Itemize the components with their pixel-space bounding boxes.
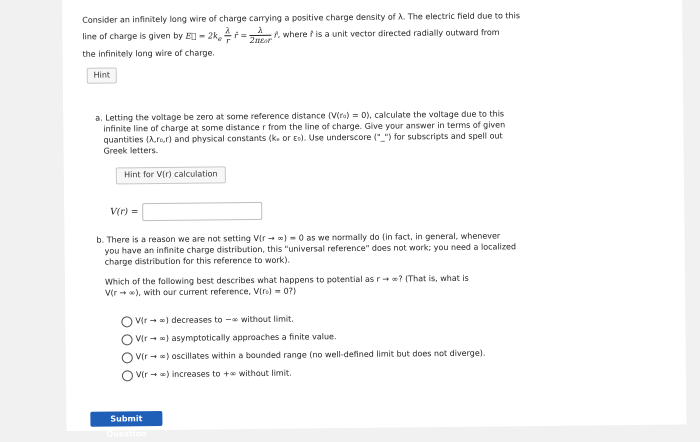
option-1-label[interactable]: V(r → ∞) decreases to −∞ without limit.: [135, 314, 294, 326]
part-b-line-3: charge distribution for this reference to work).: [104, 255, 291, 267]
part-b-line-2: you have an infinite charge distribution, this "universal reference" does not work; you need a localized: [104, 242, 517, 256]
formula-fraction-1: [224, 26, 231, 45]
part-a-line-2: infinite line of charge at some distance r from the line of charge. Give your answer in terms of given: [103, 120, 506, 134]
formula-lhs-sub: e: [217, 34, 222, 43]
option-2-radio[interactable]: [122, 334, 133, 345]
option-1-radio[interactable]: [121, 316, 132, 327]
intro-line-2: [82, 23, 499, 46]
part-b-question-line-1: Which of the following best describes what happens to potential as r → ∞? (That is, what is: [104, 273, 469, 287]
fraction-2-denominator: 2πε₀r: [249, 35, 272, 46]
option-3-label[interactable]: V(r → ∞) oscillates within a bounded range (no well-defined limit but does not diverge).: [135, 348, 486, 362]
answer-label: V(r) =: [110, 207, 139, 218]
intro-line-2-suffix: , where r̂ is a unit vector directed radially outward from: [277, 27, 500, 40]
hint-vr-calculation-button[interactable]: Hint for V(r) calculation: [116, 166, 226, 184]
part-a-line-3: quantities (λ,r₀,r) and physical constants (kₑ or ε₀). Use underscore ("_") for subscripts and spell out: [103, 131, 503, 145]
formula-middle: r̂ =: [234, 30, 248, 40]
intro-line-2-prefix: line of charge is given by: [82, 31, 184, 42]
fraction-2-numerator: λ: [250, 26, 272, 36]
part-b-question-line-2: V(r → ∞), with our current reference, V(r₀) = 0?): [105, 286, 297, 298]
fraction-1-numerator: λ: [225, 26, 231, 36]
option-2-label[interactable]: V(r → ∞) asymptotically approaches a finite value.: [135, 332, 337, 344]
formula-fraction-2: [250, 26, 272, 45]
option-4-radio[interactable]: [122, 370, 133, 381]
field-formula: [185, 25, 278, 46]
option-4-label[interactable]: V(r → ∞) increases to +∞ without limit.: [135, 368, 292, 380]
part-a-line-4: Greek letters.: [103, 146, 159, 156]
fraction-1-denominator: r: [226, 36, 230, 46]
vr-answer-input[interactable]: [142, 202, 262, 221]
part-a-line-1: a. Letting the voltage be zero at some reference distance (V(r₀) = 0), calculate the voltage due to this: [95, 109, 505, 123]
intro-line-1: Consider an infinitely long wire of charge carrying a positive charge density of λ. The electric field due to this: [82, 11, 521, 25]
submit-question-button[interactable]: Submit Question: [90, 411, 162, 427]
option-3-radio[interactable]: [122, 352, 133, 363]
formula-tail: r̂: [273, 30, 278, 40]
intro-line-3: the infinitely long wire of charge.: [82, 48, 215, 59]
part-b-line-1: b. There is a reason we are not setting V(r → ∞) = 0 as we normally do (in fact, in general, whenever: [96, 231, 501, 245]
hint-button[interactable]: Hint: [87, 67, 117, 83]
question-page: [62, 0, 686, 439]
formula-lhs: E⃗ = 2k: [185, 30, 218, 41]
